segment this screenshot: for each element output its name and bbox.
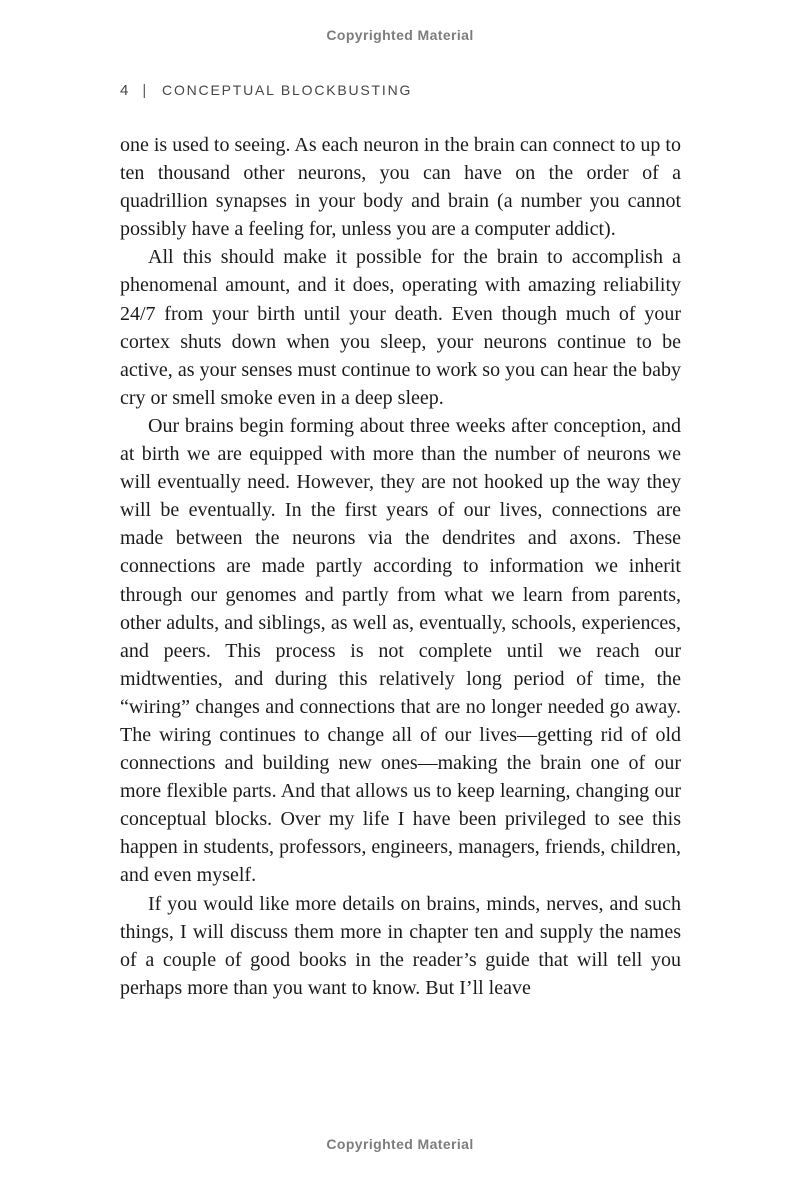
page-number: 4 bbox=[120, 82, 129, 99]
body-text bbox=[120, 131, 681, 1002]
paragraph: one is used to seeing. As each neuron in the brain can connect to up to ten thousand other neurons, you can have on the order of a quadrillion synapses in your body and brain (a number you cannot possibly have a feeling for, unless you are a computer addict). bbox=[120, 134, 681, 241]
copyright-notice-top: Copyrighted Material bbox=[326, 27, 474, 43]
header-separator: | bbox=[142, 82, 149, 99]
paragraph: If you would like more details on brains, minds, nerves, and such things, I will discuss them more in chapter ten and supply the names of a couple of good books in the reader’s guide that will tell you perhaps more than you want to know. But I’ll leave bbox=[120, 892, 681, 999]
paragraph: Our brains begin forming about three weeks after conception, and at birth we are equipped with more than the number of neurons we will eventually need. However, they are not hooked up the way they will be eventually. In the first years of our lives, connections are made between the neurons via the dendrites and axons. These connections are made partly according to information we inherit through our genomes and partly from what we learn from parents, other adults, and siblings, as well as, eventually, schools, experiences, and peers. This process is not complete until we reach our midtwenties, and during this relatively long period of time, the “wiring” changes and connections that are no longer needed go away. The wiring continues to change all of our lives—getting rid of old connections and building new ones—making the brain one of our more flexible parts. And that allows us to keep learning, changing our conceptual blocks. Over my life I have been privileged to see this happen in students, professors, engineers, managers, friends, children, and even myself. bbox=[120, 414, 681, 887]
running-title: CONCEPTUAL BLOCKBUSTING bbox=[162, 82, 413, 98]
running-header bbox=[120, 82, 412, 99]
copyright-notice-bottom: Copyrighted Material bbox=[326, 1136, 474, 1152]
paragraph: All this should make it possible for the brain to accomplish a phenomenal amount, and it does, operating with amazing reliability 24/7 from your birth until your death. Even though much of your cortex shuts down when you sleep, your neurons continue to be active, as your senses must continue to work so you can hear the baby cry or smell smoke even in a deep sleep. bbox=[120, 246, 681, 409]
